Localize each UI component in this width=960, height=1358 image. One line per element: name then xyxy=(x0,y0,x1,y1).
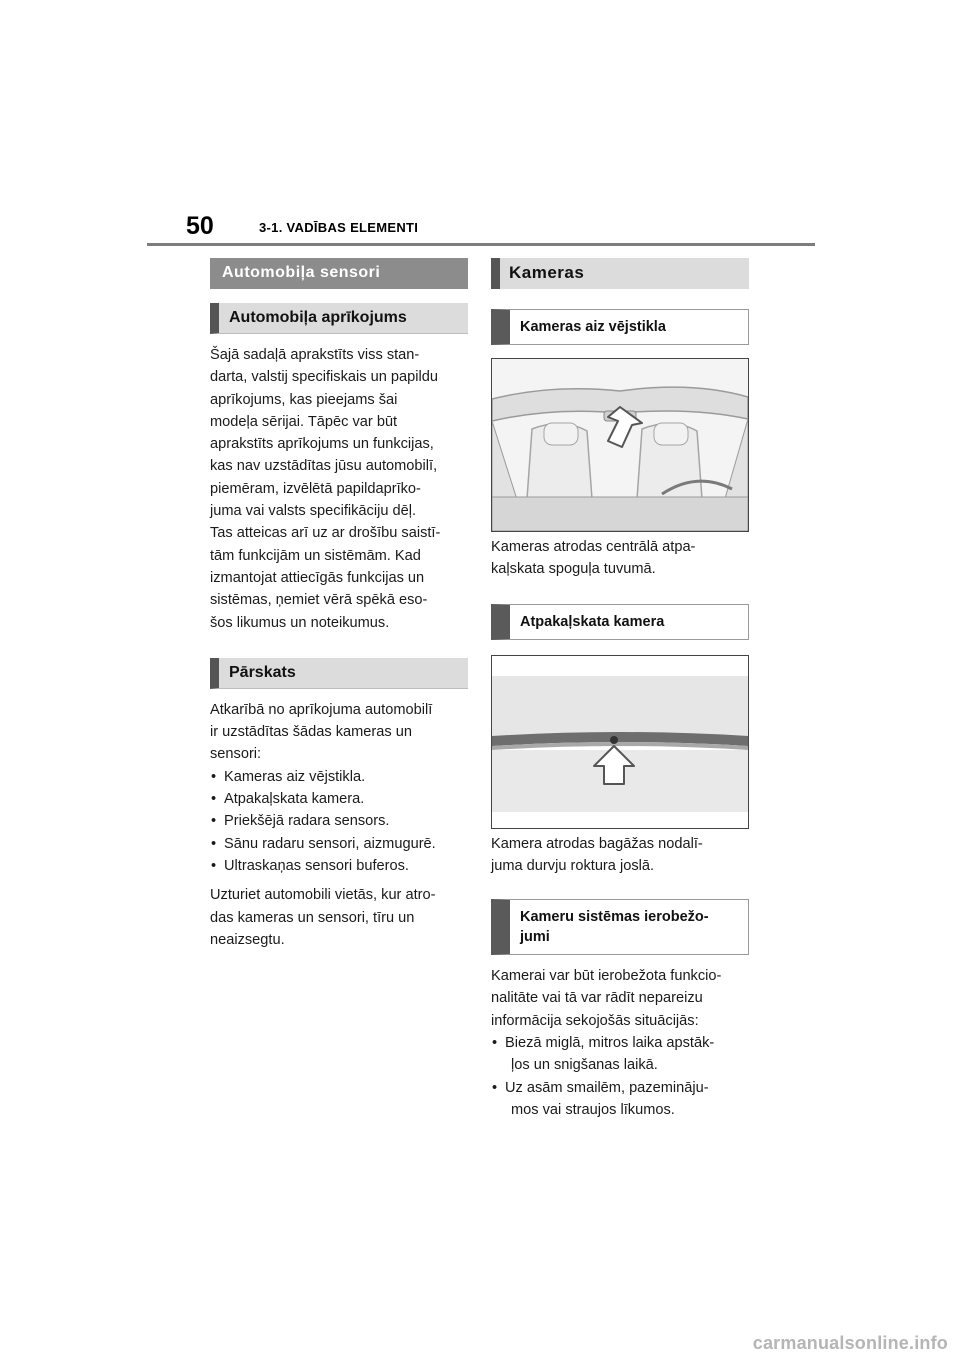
text-line: kaļskata spoguļa tuvumā. xyxy=(491,561,656,578)
limits-list xyxy=(491,1032,749,1121)
list-item-line: ļos un snigšanas laikā. xyxy=(511,1057,658,1074)
chapter-title: 3-1. VADĪBAS ELEMENTI xyxy=(259,220,419,235)
section-title-sensors: Automobiļa sensori xyxy=(210,258,468,289)
windshield-caption xyxy=(491,536,749,581)
list-item xyxy=(491,1077,749,1122)
list-item: • Kameras aiz vējstikla. xyxy=(210,766,468,788)
page-number: 50 xyxy=(186,212,214,240)
text-line: das kameras un sensori, tīru un xyxy=(210,909,415,926)
list-item xyxy=(491,1032,749,1077)
heading-equipment: Automobiļa aprīkojums xyxy=(210,303,468,334)
heading-rear-camera: Atpakaļskata kamera xyxy=(491,604,749,640)
equipment-paragraph xyxy=(210,344,468,634)
heading-line: Kameru sistēmas ierobežo- xyxy=(520,909,709,926)
text-line: neaizsegtu. xyxy=(210,931,285,948)
text-line: Atkarībā no aprīkojuma automobilī xyxy=(210,701,433,718)
text-line: Kamerai var būt ierobežota funkcio- xyxy=(491,968,722,985)
text-line: Šajā sadaļā aprakstīts viss stan- xyxy=(210,347,420,363)
text-line: informācija sekojošās situācijās: xyxy=(491,1012,699,1029)
left-column xyxy=(210,258,468,951)
rear-camera-illustration xyxy=(491,655,749,829)
text-line: Tas atteicas arī uz ar drošību saistī- xyxy=(210,525,441,542)
list-item-line: Biezā miglā, mitros laika apstāk- xyxy=(505,1035,715,1052)
heading-windshield-cameras: Kameras aiz vējstikla xyxy=(491,309,749,345)
list-item-line: Uz asām smailēm, pazemināju- xyxy=(505,1079,709,1096)
text-line: Uzturiet automobili vietās, kur atro- xyxy=(210,887,436,904)
text-line: aprakstīts aprīkojums un funkcijas, xyxy=(210,436,434,453)
heading-camera-limits xyxy=(491,899,749,955)
rear-camera-image xyxy=(492,656,748,828)
section-title-cameras: Kameras xyxy=(491,258,749,289)
windshield-camera-image xyxy=(492,359,748,531)
text-line: kas nav uzstādītas jūsu automobilī, xyxy=(210,458,438,475)
rear-caption xyxy=(491,833,749,878)
text-line: Kameras atrodas centrālā atpa- xyxy=(491,539,696,555)
heading-overview: Pārskats xyxy=(210,658,468,689)
text-line: šos likumus un noteikumus. xyxy=(210,614,390,631)
overview-list xyxy=(210,766,468,877)
text-line: darta, valstij specifiskais un papildu xyxy=(210,369,438,386)
text-line: juma durvju roktura joslā. xyxy=(491,857,655,874)
windshield-camera-illustration xyxy=(491,358,749,532)
heading-line: jumi xyxy=(520,929,550,946)
list-item: • Atpakaļskata kamera. xyxy=(210,788,468,810)
text-line: ir uzstādītas šādas kameras un xyxy=(210,724,412,741)
text-line: piemēram, izvēlētā papildaprīko- xyxy=(210,480,421,497)
text-line: nalitāte vai tā var rādīt nepareizu xyxy=(491,990,703,1007)
text-line: juma vai valsts specifikāciju dēļ. xyxy=(210,503,417,520)
overview-intro xyxy=(210,699,468,766)
limits-intro xyxy=(491,965,749,1032)
list-item: • Ultraskaņas sensori buferos. xyxy=(210,855,468,877)
text-line: tām funkcijām un sistēmām. Kad xyxy=(210,547,421,564)
watermark: carmanualsonline.info xyxy=(752,1333,948,1353)
header-rule xyxy=(147,243,815,246)
list-item-line: mos vai straujos līkumos. xyxy=(511,1101,675,1118)
list-item: • Priekšējā radara sensors. xyxy=(210,810,468,832)
text-line: aprīkojums, kas pieejams šai xyxy=(210,391,398,408)
text-line: izmantojat attiecīgās funkcijas un xyxy=(210,569,425,586)
text-line: Kamera atrodas bagāžas nodalī- xyxy=(491,835,703,852)
text-line: sensori: xyxy=(210,746,262,763)
overview-outro xyxy=(210,884,468,951)
right-column xyxy=(491,258,749,1121)
list-item: • Sānu radaru sensori, aizmugurē. xyxy=(210,833,468,855)
text-line: modeļa sērijai. Tāpēc var būt xyxy=(210,413,398,430)
text-line: sistēmas, ņemiet vērā spēkā eso- xyxy=(210,592,428,609)
